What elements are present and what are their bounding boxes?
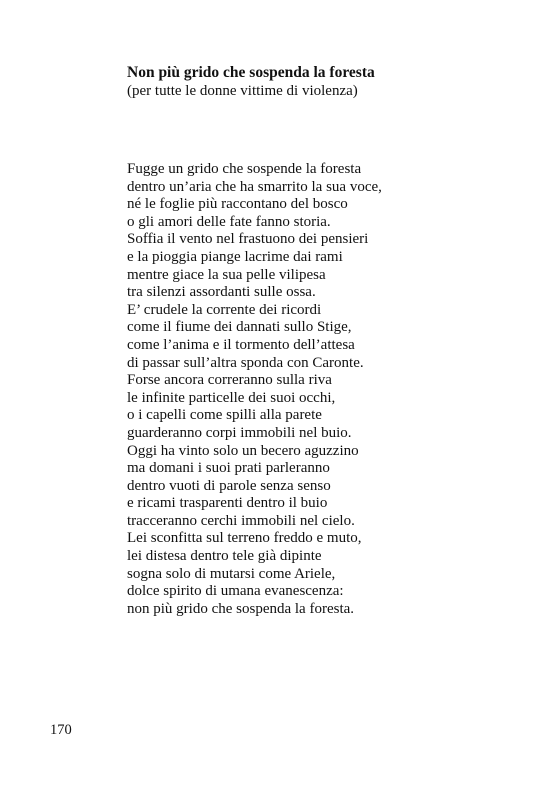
poem-body xyxy=(127,161,382,618)
poem-line: le infinite particelle dei suoi occhi, xyxy=(127,389,336,406)
poem-line: non più grido che sospenda la foresta. xyxy=(127,600,355,617)
poem-line: dentro un’aria che ha smarrito la sua voce, xyxy=(127,178,382,195)
poem-line: Oggi ha vinto solo un becero aguzzino xyxy=(127,442,359,459)
poem-line: dolce spirito di umana evanescenza: xyxy=(127,583,344,600)
poem-line: Soffia il vento nel frastuono dei pensieri xyxy=(127,231,369,248)
poem-line: lei distesa dentro tele già dipinte xyxy=(127,548,322,565)
poem-line: come l’anima e il tormento dell’attesa xyxy=(127,336,355,353)
poem-line: ma domani i suoi prati parleranno xyxy=(127,460,330,477)
poem-line: e ricami trasparenti dentro il buio xyxy=(127,495,328,512)
poem-line: guarderanno corpi immobili nel buio. xyxy=(127,424,352,441)
poem-line: né le foglie più raccontano del bosco xyxy=(127,196,348,213)
poem-line: sogna solo di mutarsi come Ariele, xyxy=(127,565,336,582)
poem-line: Fugge un grido che sospende la foresta xyxy=(127,161,362,177)
poem-line: E’ crudele la corrente dei ricordi xyxy=(127,301,322,318)
poem-title: Non più grido che sospenda la foresta xyxy=(127,64,375,81)
poem-line: Forse ancora correranno sulla riva xyxy=(127,372,332,389)
poem-line: o gli amori delle fate fanno storia. xyxy=(127,213,331,230)
poem-line: mentre giace la sua pelle vilipesa xyxy=(127,266,326,283)
poem-line: o i capelli come spilli alla parete xyxy=(127,407,322,424)
poem-line: e la pioggia piange lacrime dai rami xyxy=(127,248,343,265)
poem-line: come il fiume dei dannati sullo Stige, xyxy=(127,319,352,336)
page-number: 170 xyxy=(50,722,72,738)
poem-line: Lei sconfitta sul terreno freddo e muto, xyxy=(127,530,362,547)
poem-line: dentro vuoti di parole senza senso xyxy=(127,477,331,494)
poem-line: di passar sull’altra sponda con Caronte. xyxy=(127,354,364,371)
poem-dedication: (per tutte le donne vittime di violenza) xyxy=(127,83,358,99)
poem-line: tracceranno cerchi immobili nel cielo. xyxy=(127,512,355,529)
poem-line: tra silenzi assordanti sulle ossa. xyxy=(127,284,316,301)
